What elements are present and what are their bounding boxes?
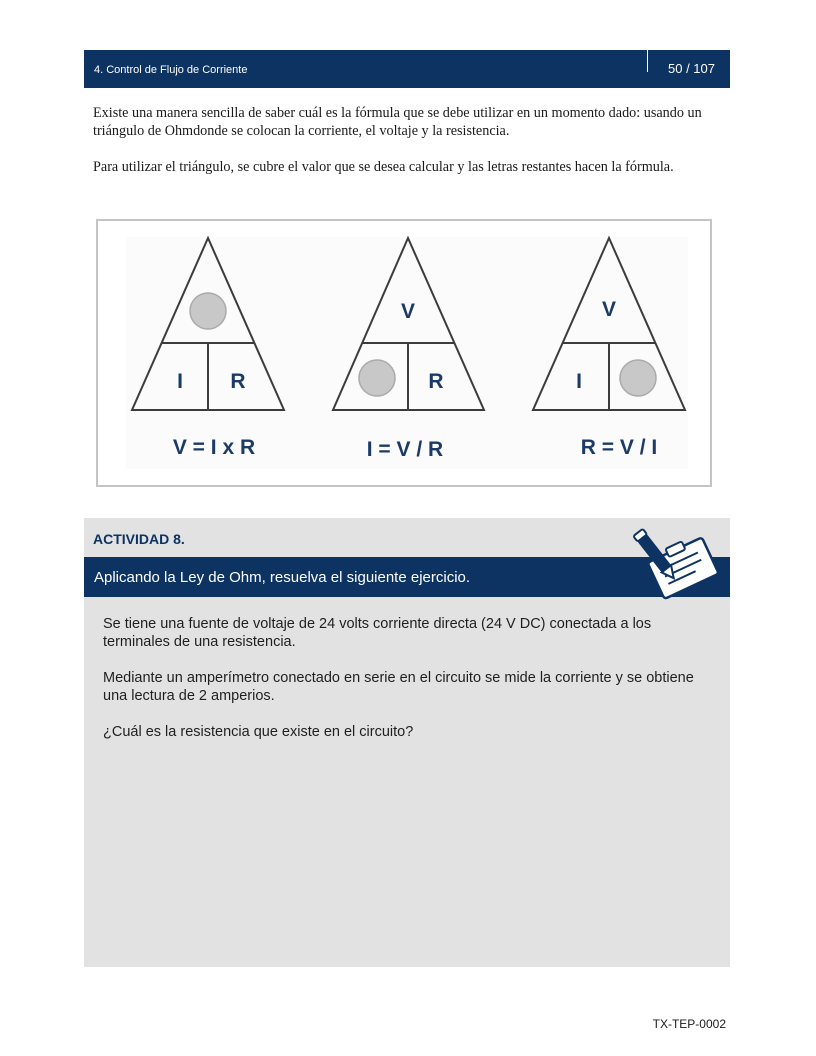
formula-resistance: R = V / I — [580, 436, 658, 459]
triangle-2-top-letter: V — [400, 300, 416, 323]
triangle-3-left-letter: I — [576, 370, 582, 393]
formula-voltage: V = I x R — [172, 436, 256, 459]
activity-question: ¿Cuál es la resistencia que existe en el circuito? — [103, 724, 414, 740]
intro-paragraph-2: Para utilizar el triángulo, se cubre el valor que se desea calcular y las letras restantes hacen la fórmula. — [93, 159, 674, 175]
cover-circle-right — [620, 360, 656, 396]
formula-current: I = V / R — [366, 438, 444, 461]
intro-paragraph-1: Existe una manera sencilla de saber cuál es la fórmula que se debe utilizar en un momento dado: usando un triángulo de Ohmdonde se colocan la corriente, el voltaje y la resistencia. — [93, 105, 702, 139]
ohm-triangle-figure — [96, 219, 712, 487]
triangle-3-top-letter: V — [601, 298, 617, 321]
header-divider — [647, 50, 648, 72]
page-number: 50 / 107 — [668, 61, 715, 76]
page-header — [84, 50, 730, 88]
activity-title: ACTIVIDAD 8. — [93, 531, 185, 547]
activity-panel — [84, 518, 730, 967]
cover-circle-left — [359, 360, 395, 396]
activity-paragraph-1: Se tiene una fuente de voltaje de 24 volts corriente directa (24 V DC) conectada a los terminales de una resistencia. — [103, 616, 652, 650]
triangle-1-right-letter: R — [230, 370, 246, 393]
ohm-triangles-graphic — [98, 221, 710, 485]
activity-instruction: Aplicando la Ley de Ohm, resuelva el siguiente ejercicio. — [94, 569, 471, 586]
triangle-1-left-letter: I — [177, 370, 183, 393]
activity-paragraph-2: Mediante un amperímetro conectado en serie en el circuito se mide la corriente y se obtiene una lectura de 2 amperios. — [103, 670, 694, 704]
clipboard-pencil-icon — [632, 524, 726, 600]
cover-circle-top — [190, 293, 226, 329]
section-title: 4. Control de Flujo de Corriente — [94, 64, 248, 76]
document-code: TX-TEP-0002 — [652, 1017, 726, 1031]
triangle-2-right-letter: R — [428, 370, 444, 393]
